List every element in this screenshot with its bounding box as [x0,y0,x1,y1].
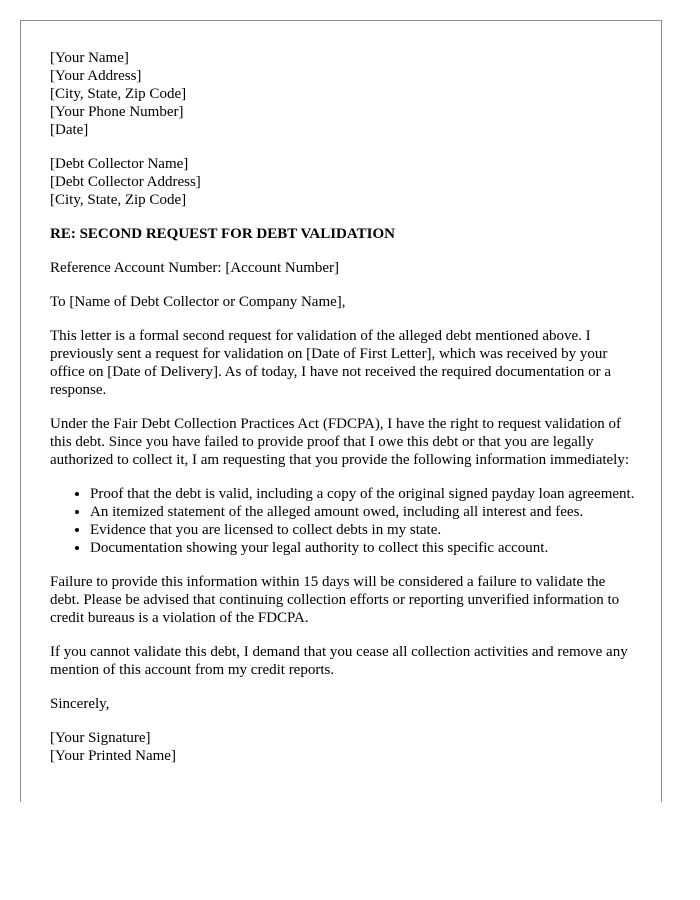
letter-date: [Date] [50,122,89,138]
recipient-name: [Debt Collector Name] [50,156,189,172]
letter-page [20,20,662,802]
body-paragraph-1: This letter is a formal second request for validation of the alleged debt mentioned above. I previously sent a request for validation on [Date of First Letter], which was received by your office on [Date of Delivery]. As of today, I have not received the required documentation or a response. [50,328,612,398]
list-item: • Documentation showing your legal authority to collect this specific account. [90,539,635,557]
signature: [Your Signature] [50,730,151,746]
request-list [50,485,635,557]
recipient-address: [Debt Collector Address] [50,174,201,190]
body-paragraph-3: Failure to provide this information within 15 days will be considered a failure to validate the debt. Please be advised that continuing collection efforts or reporting unverified information to credit bureaus is a violation of the FDCPA. [50,574,620,626]
reference-line: Reference Account Number: [Account Number] [50,260,340,276]
list-item: • An itemized statement of the alleged amount owed, including all interest and fees. [90,503,635,521]
subject-line: RE: SECOND REQUEST FOR DEBT VALIDATION [50,226,395,242]
salutation: To [Name of Debt Collector or Company Name], [50,294,346,310]
list-item: • Evidence that you are licensed to collect debts in my state. [90,521,635,539]
signature-block [50,729,635,765]
closing: Sincerely, [50,696,110,712]
list-item: • Proof that the debt is valid, including a copy of the original signed payday loan agreement. [90,485,635,503]
sender-phone: [Your Phone Number] [50,104,184,120]
letter-body [50,49,635,781]
body-paragraph-2: Under the Fair Debt Collection Practices Act (FDCPA), I have the right to request validation of this debt. Since you have failed to provide proof that I owe this debt or that you are legally authorized to collect it, I am requesting that you provide the following information immediately: [50,416,630,468]
recipient-city-state-zip: [City, State, Zip Code] [50,192,187,208]
body-paragraph-4: If you cannot validate this debt, I demand that you cease all collection activities and remove any mention of this account from my credit reports. [50,644,628,678]
sender-city-state-zip: [City, State, Zip Code] [50,86,187,102]
recipient-address-block [50,155,635,209]
sender-address-block [50,49,635,139]
sender-name: [Your Name] [50,50,129,66]
printed-name: [Your Printed Name] [50,748,176,764]
sender-address: [Your Address] [50,68,142,84]
